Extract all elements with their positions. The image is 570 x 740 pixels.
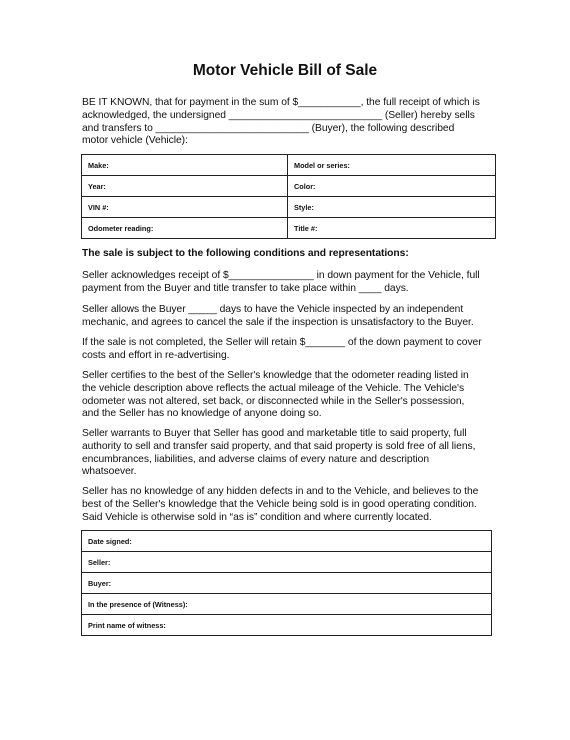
clause-line: whatsoever. [82, 466, 137, 478]
clause-paragraph [82, 270, 492, 296]
clause-paragraph [82, 486, 492, 524]
clause-line: Seller warrants to Buyer that Seller has good and marketable title to said property, full [82, 428, 467, 439]
intro-paragraph [82, 97, 492, 148]
title-number-field[interactable]: Title #: [288, 218, 496, 239]
table-row [82, 176, 496, 197]
table-row [82, 531, 492, 552]
clause-line: Seller allows the Buyer _____ days to have the Vehicle inspected by an independent [82, 304, 464, 315]
year-field[interactable]: Year: [82, 176, 288, 197]
clause-line: If the sale is not completed, the Seller will retain $_______ of the down payment to cover [82, 337, 482, 348]
table-row [82, 615, 492, 636]
clause-line: Said Vehicle is otherwise sold in “as is” condition and where currently located. [82, 511, 432, 523]
clause-line: odometer was not altered, set back, or disconnected while in the Seller's possession, [82, 395, 465, 407]
clause-line: authority to sell and transfer said property, and that said property is sold free of all liens, [82, 440, 476, 452]
table-row [82, 552, 492, 573]
document-title: Motor Vehicle Bill of Sale [192, 62, 378, 79]
clause-paragraph [82, 370, 492, 421]
model-field[interactable]: Model or series: [288, 155, 496, 176]
clause-line: and the Seller has no knowledge of anyone doing so. [82, 408, 322, 420]
table-row [82, 573, 492, 594]
clause-line: mechanic, and agrees to cancel the sale if the inspection is unsatisfactory to the Buyer. [82, 316, 474, 328]
clause-line: encumbrances, liabilities, and adverse claims of every nature and description [82, 453, 429, 465]
witness-name-field[interactable]: Print name of witness: [82, 615, 492, 636]
table-row [82, 594, 492, 615]
odometer-field[interactable]: Odometer reading: [82, 218, 288, 239]
clause-line: Seller has no knowledge of any hidden defects in and to the Vehicle, and believes to the [82, 486, 479, 497]
date-signed-field[interactable]: Date signed: [82, 531, 492, 552]
clause-paragraph [82, 337, 492, 363]
signature-table [81, 530, 492, 636]
intro-line: motor vehicle (Vehicle): [82, 135, 188, 147]
conditions-heading: The sale is subject to the following conditions and representations: [82, 248, 409, 259]
intro-line: and transfers to ___________________________ (Buyer), the following described [82, 122, 455, 134]
clause-line: the vehicle description above reflects the actual mileage of the Vehicle. The Vehicle's [82, 382, 465, 394]
vin-field[interactable]: VIN #: [82, 197, 288, 218]
clause-paragraph [82, 428, 492, 479]
table-row [82, 155, 496, 176]
table-row [82, 218, 496, 239]
clause-line: Seller certifies to the best of the Seller's knowledge that the odometer reading listed in [82, 370, 469, 381]
intro-line: acknowledged, the undersigned ___________________________ (Seller) hereby sells [82, 109, 475, 121]
intro-line: BE IT KNOWN, that for payment in the sum of $___________, the full receipt of which is [82, 97, 480, 108]
style-field[interactable]: Style: [288, 197, 496, 218]
clause-line: best of the Seller's knowledge that the Vehicle being sold is in good operating condition. [82, 498, 477, 510]
color-field[interactable]: Color: [288, 176, 496, 197]
witness-signature-field[interactable]: In the presence of (Witness): [82, 594, 492, 615]
buyer-signature-field[interactable]: Buyer: [82, 573, 492, 594]
clause-paragraph [82, 304, 492, 330]
clause-line: payment from the Buyer and title transfer to take place within ____ days. [82, 282, 409, 294]
table-row [82, 197, 496, 218]
seller-signature-field[interactable]: Seller: [82, 552, 492, 573]
vehicle-description-table [81, 154, 496, 239]
clause-line: Seller acknowledges receipt of $_______________ in down payment for the Vehicle, full [82, 270, 480, 281]
clause-line: costs and effort in re-advertising. [82, 349, 230, 361]
make-field[interactable]: Make: [82, 155, 288, 176]
